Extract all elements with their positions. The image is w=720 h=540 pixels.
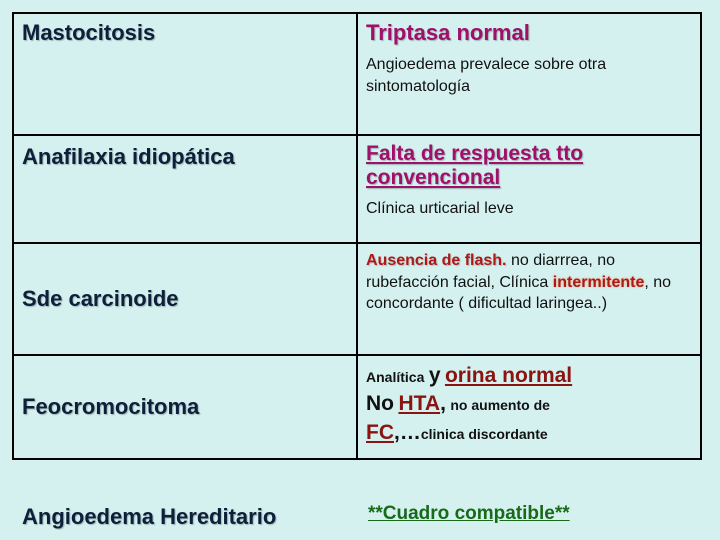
highlight-text: FC xyxy=(366,420,394,444)
detail-text: , xyxy=(440,392,446,416)
row-label-cell xyxy=(13,135,357,243)
row-label: Angioedema Hereditario xyxy=(22,504,277,529)
detail-text: ,… xyxy=(394,420,421,444)
detail-note: Angioedema prevalece sobre otra sintomatología xyxy=(366,56,607,95)
highlight-text: **Cuadro compatible** xyxy=(368,503,570,524)
row-label: Sde carcinoide xyxy=(22,286,179,311)
detail-note xyxy=(366,362,692,447)
highlight-text: intermitente xyxy=(552,273,645,291)
row-label: Anafilaxia idiopática xyxy=(22,144,235,169)
detail-heading: Triptasa normal xyxy=(366,20,530,45)
row-label: Mastocitosis xyxy=(22,20,156,45)
row-label-cell xyxy=(13,243,357,355)
table-row xyxy=(13,355,701,459)
detail-note xyxy=(366,250,692,315)
row-label: Feocromocitoma xyxy=(22,394,200,419)
detail-text: clinica discordante xyxy=(420,425,548,442)
differential-table xyxy=(12,12,702,460)
detail-text: no aumento de xyxy=(450,397,550,414)
row-label-cell xyxy=(13,13,357,135)
detail-text: Analítica xyxy=(366,369,425,385)
detail-text: y xyxy=(428,364,441,387)
row-detail-cell xyxy=(357,355,701,459)
row-detail-cell xyxy=(357,13,701,135)
highlight-text: Ausencia de flash. xyxy=(366,252,507,269)
detail-text: No xyxy=(366,392,394,416)
detail-text: , no concordante ( dificultad laringea..) xyxy=(366,273,672,313)
detail-note: Clínica urticarial leve xyxy=(366,200,514,217)
row-detail-cell xyxy=(357,243,701,355)
highlight-text: HTA xyxy=(398,392,441,416)
highlight-text: orina normal xyxy=(444,364,573,387)
table-row xyxy=(13,135,701,243)
table-row xyxy=(13,13,701,135)
row-detail-cell xyxy=(357,135,701,243)
detail-heading: Falta de respuesta tto convencional xyxy=(366,142,584,189)
bottom-verdict xyxy=(368,503,570,525)
detail-text: no diarrrea, no rubefacción facial, Clínica xyxy=(366,252,616,291)
table-row xyxy=(13,243,701,355)
row-label-cell xyxy=(13,355,357,459)
